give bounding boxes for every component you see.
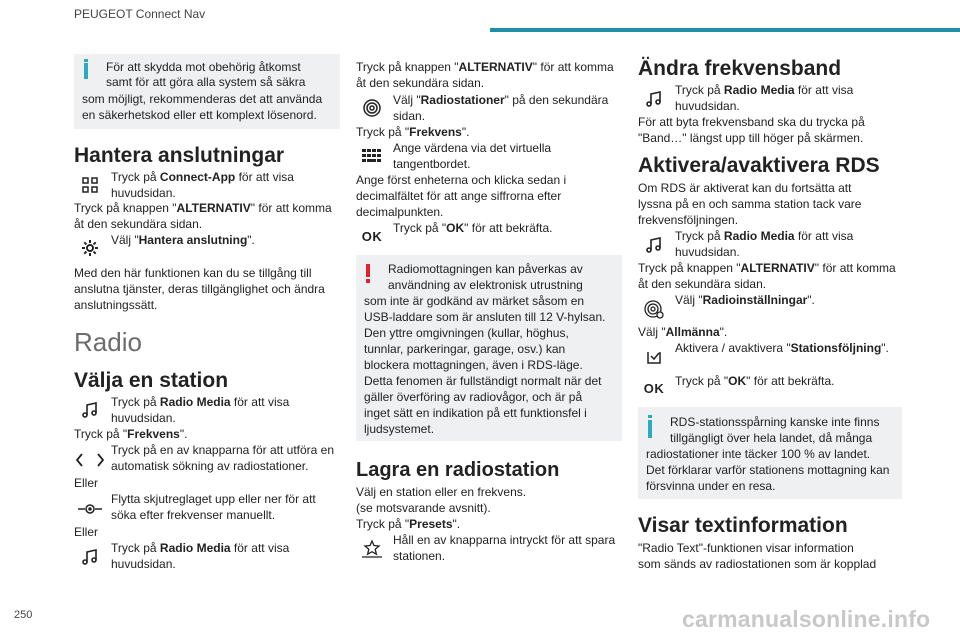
info-note-rds: RDS-stationsspårning kanske inte finns tillgängligt över hela landet, då många radiostationer inte täcker 100 % av landet. Det förklarar varför stationens mottagning kan försvinna under en resa. xyxy=(638,407,902,499)
heading-change-band: Ändra frekvensband xyxy=(638,57,842,80)
page-header-title: PEUGEOT Connect Nav xyxy=(74,7,206,21)
info-icon xyxy=(648,420,652,438)
keyboard-icon xyxy=(356,141,388,171)
heading-show-text: Visar textinformation xyxy=(638,514,848,537)
slider-tuner-icon xyxy=(74,494,106,524)
music-note-icon xyxy=(74,542,106,572)
music-note-icon xyxy=(638,230,670,260)
heading-manage-connections: Hantera anslutningar xyxy=(74,144,285,167)
connect-app-icon xyxy=(74,170,106,200)
warning-note-reception: Radiomottagningen kan påverkas av användning av elektronisk utrustning som inte är godkänd av märket såsom en USB-laddare som är ansluten till 12 V-hylsan. Den yttre omgivningen (kullar, höghus, tunnlar, parkeringar, garage, osv.) kan blockera mottagningen, även i RDS-läge. Detta fenomen är fullständigt normalt när det gäller överföring av radiovågor, och är på inget sätt en indikation på ett funktionsfel i ljudsystemet. xyxy=(356,255,622,441)
ok-button-icon: OK xyxy=(643,380,665,396)
page-number: 250 xyxy=(14,609,33,621)
heading-radio: Radio xyxy=(74,327,142,357)
radio-settings-icon xyxy=(638,294,670,324)
heading-choose-station: Välja en station xyxy=(74,369,229,392)
gear-icon xyxy=(74,233,106,263)
music-note-icon xyxy=(74,395,106,425)
ok-button-icon: OK xyxy=(361,228,383,244)
seek-arrows-icon xyxy=(74,445,106,475)
preset-star-icon xyxy=(356,534,388,564)
checkbox-icon xyxy=(638,341,670,371)
radio-stations-icon xyxy=(356,93,388,123)
heading-rds: Aktivera/avaktivera RDS xyxy=(638,154,880,177)
music-note-icon xyxy=(638,84,670,114)
warning-icon xyxy=(366,264,370,277)
heading-store-station: Lagra en radiostation xyxy=(356,459,560,481)
info-icon xyxy=(84,63,88,79)
watermark: carmanualsonline.info xyxy=(682,606,931,632)
info-note-security: För att skydda mot obehörig åtkomst samt för att göra alla system så säkra som möjligt, rekommenderas det att använda en säkerhetskod eller ett komplext lösenord. xyxy=(74,54,340,129)
header-accent-bar xyxy=(490,28,960,32)
